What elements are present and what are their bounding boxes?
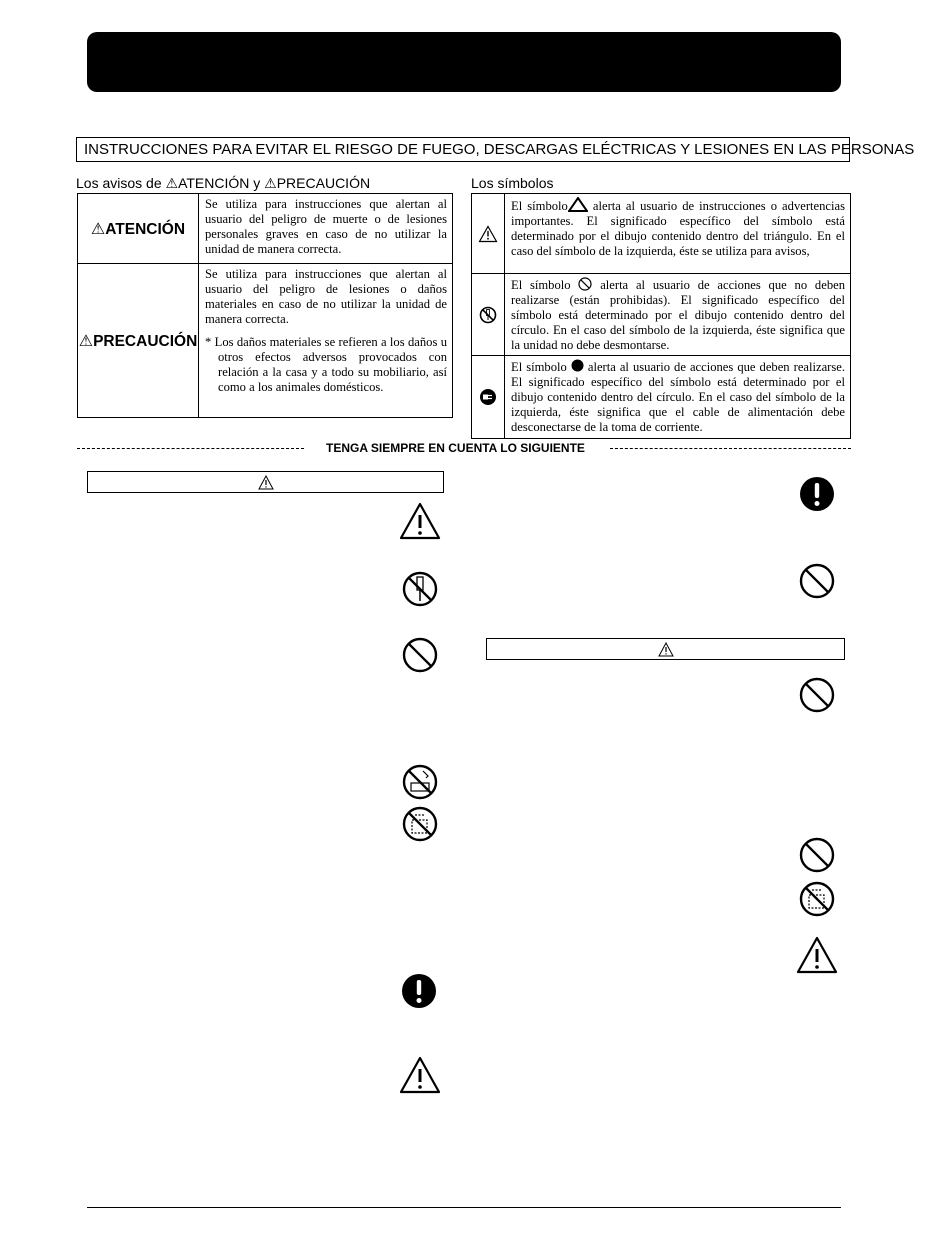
atencion-description: Se utiliza para instrucciones que alertan al usuario del peligro de muerte o de lesiones personales graves en caso de no utilizar la unidad de manera correcta.	[199, 194, 453, 264]
simbolos-row-obligatorio	[472, 356, 851, 439]
prohibido-description: El símbolo alerta al usuario de acciones que no deben realizarse (están prohibidas). El significado específico del símbolo está determinado por el dibujo contenido dentro del círculo. En el caso del símbolo de la izquierda, éste significa que la unidad no debe desmontarse.	[505, 274, 851, 356]
prohibition-icon	[798, 562, 836, 600]
warning-triangle-icon	[568, 197, 588, 212]
no-liquid-icon	[798, 880, 836, 918]
warning-triangle-icon: ⚠	[264, 176, 277, 192]
prohibition-icon	[798, 676, 836, 714]
warning-triangle-icon	[478, 225, 498, 243]
no-water-icon	[401, 763, 439, 801]
prohibido-icon-cell	[472, 274, 505, 356]
avisos-row-atencion	[78, 194, 453, 264]
precaucion-description: Se utiliza para instrucciones que alertan al usuario del peligro de lesiones o daños materiales en caso de no utilizar la unidad de manera correcta. * Los daños materiales se refieren a los daños u otros efectos adversos provocados con relación a la casa y a todo su mobiliario, así como a los animales domésticos.	[199, 264, 453, 418]
no-disassemble-icon	[479, 306, 497, 324]
warning-triangle-icon	[399, 1056, 441, 1094]
filled-circle-icon	[571, 359, 584, 372]
main-heading	[76, 137, 915, 162]
bottom-rule	[87, 1207, 841, 1208]
atencion-label: ATENCIÓN	[105, 220, 186, 238]
warning-description: El símbolo alerta al usuario de instrucciones o advertencias importantes. El significado específico del símbolo está determinado por el dibujo contenido dentro del triángulo. En el caso del símbolo de la izquierda, éste se utiliza para avisos,	[505, 194, 851, 274]
warning-triangle-icon: ⚠	[90, 218, 106, 238]
separator-left	[77, 448, 304, 449]
simbolos-row-prohibido	[472, 274, 851, 356]
prohibition-icon	[798, 836, 836, 874]
obligatorio-description: El símbolo alerta al usuario de acciones que deben realizarse. El significado específico del símbolo está determinado por el dibujo contenido dentro del círculo. En el caso del símbolo de la izquierda, éste significa que el cable de alimentación debe desconectarse de la toma de corriente.	[505, 356, 851, 439]
atencion-section-box	[87, 471, 444, 493]
simbolos-table	[471, 193, 851, 439]
avisos-table	[77, 193, 453, 418]
prohibition-icon	[401, 636, 439, 674]
avisos-row-precaucion	[78, 264, 453, 418]
avisos-heading: Los avisos de ⚠ATENCIÓN y ⚠PRECAUCIÓN	[76, 175, 371, 192]
warning-triangle-icon: ⚠	[165, 176, 179, 192]
precaucion-section-box	[486, 638, 845, 660]
no-liquid-icon	[401, 805, 439, 843]
warning-triangle-icon: ⚠	[78, 330, 94, 350]
warning-icon-cell	[472, 194, 505, 274]
warning-triangle-icon	[796, 936, 838, 974]
obligatorio-icon-cell	[472, 356, 505, 439]
warning-triangle-icon	[399, 502, 441, 540]
no-disassemble-icon	[401, 570, 439, 608]
precaucion-label-cell	[78, 264, 199, 418]
tenga-heading: TENGA SIEMPRE EN CUENTA LO SIGUIENTE	[326, 441, 585, 455]
title-bar	[87, 32, 841, 92]
mandatory-icon	[400, 972, 438, 1010]
mandatory-icon	[798, 475, 836, 513]
simbolos-row-warning	[472, 194, 851, 274]
simbolos-heading: Los símbolos	[471, 175, 554, 191]
warning-triangle-icon	[658, 642, 674, 657]
precaucion-label: PRECAUCIÓN	[93, 332, 198, 350]
warning-triangle-icon	[258, 475, 274, 490]
prohibition-icon	[578, 277, 592, 291]
separator-right	[610, 448, 851, 449]
atencion-label-cell	[78, 194, 199, 264]
unplug-icon	[479, 388, 497, 406]
main-heading-text: INSTRUCCIONES PARA EVITAR EL RIESGO DE FUEGO, DESCARGAS ELÉCTRICAS Y LESIONES EN LAS PERSONAS	[84, 141, 915, 158]
precaucion-note: * Los daños materiales se refieren a los daños u otros efectos adversos provocados con relación a la casa y a todo su mobiliario, así como a los animales domésticos.	[205, 335, 447, 394]
